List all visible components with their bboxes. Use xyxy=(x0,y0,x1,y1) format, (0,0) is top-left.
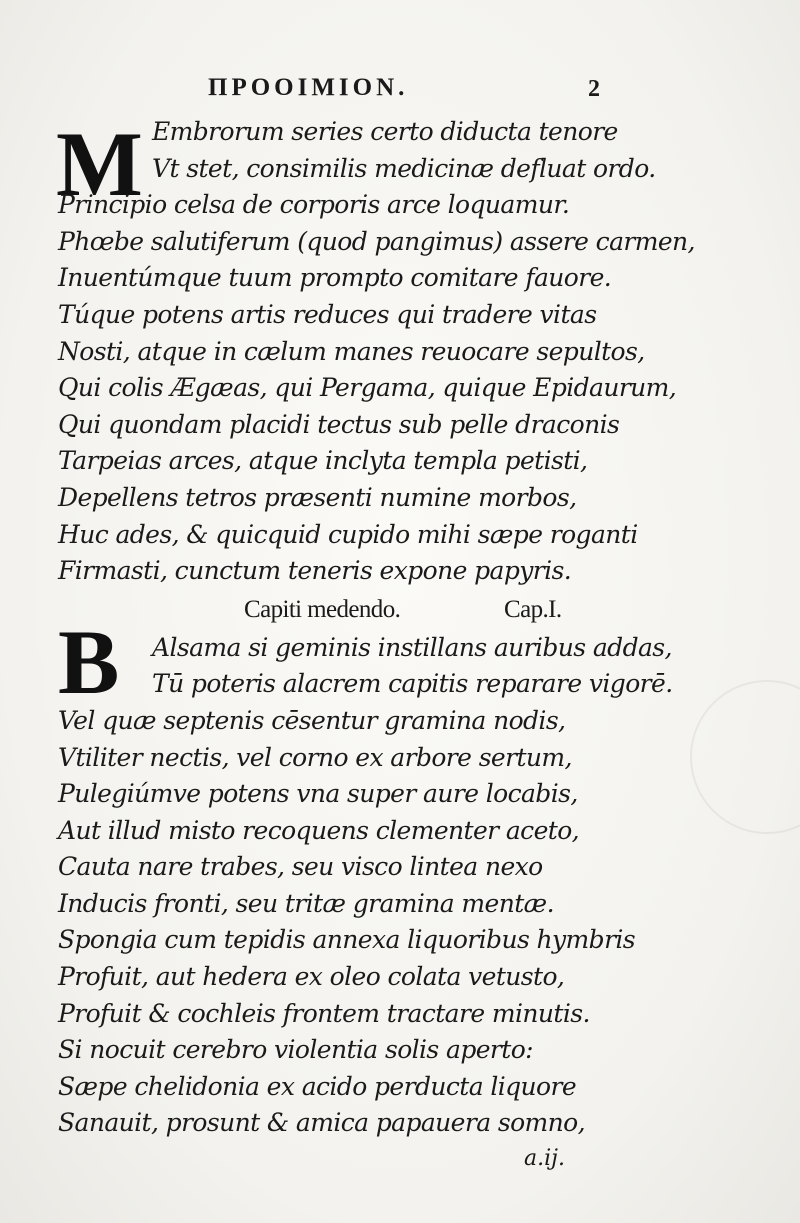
verse-line: Firmasti, cunctum teneris expone papyris. xyxy=(58,556,572,586)
drop-cap-m: M xyxy=(56,113,143,215)
verse-line: Huc ades, & quicquid cupido mihi sæpe roganti xyxy=(58,519,638,549)
verse-line: Si nocuit cerebro violentia solis aperto: xyxy=(58,1035,533,1065)
chapter-label: Cap.I. xyxy=(504,595,562,623)
verse-line: Vel quæ septenis cēsentur gramina nodis, xyxy=(58,705,566,735)
section-title: Capiti medendo. xyxy=(244,595,401,623)
verse-line: Cauta nare trabes, seu visco lintea nexo xyxy=(58,852,543,882)
verse-line: Profuit, aut hedera ex oleo colata vetusto, xyxy=(58,962,565,992)
verse-line: Embrorum series certo diducta tenore xyxy=(152,117,618,146)
verse-line: Spongia cum tepidis annexa liquoribus hymbris xyxy=(58,925,636,955)
verse-line: Depellens tetros præsenti numine morbos, xyxy=(58,482,577,512)
verse-line: Tarpeias arces, atque inclyta templa petisti, xyxy=(58,446,588,476)
page-number: 2 xyxy=(588,76,600,102)
signature-mark: a.ij. xyxy=(524,1146,565,1171)
section-heading xyxy=(58,590,638,630)
verse-line: Tū poteris alacrem capitis reparare vigorē. xyxy=(152,669,673,699)
running-head: ΠΡΟΟΙΜΙΟΝ. xyxy=(208,74,409,101)
verse-line: Inducis fronti, seu tritæ gramina mentæ. xyxy=(58,888,554,918)
verse-line: Phœbe salutiferum (quod pangimus) assere carmen, xyxy=(58,226,695,256)
verse-text xyxy=(58,114,695,1142)
paper-stain xyxy=(690,680,800,834)
verse-line: Profuit & cochleis frontem tractare minutis. xyxy=(58,998,590,1028)
verse-line: Túque potens artis reduces qui tradere vitas xyxy=(58,299,597,329)
verse-line: Principio celsa de corporis arce loquamur. xyxy=(58,190,570,220)
verse-line: Aut illud misto recoquens clementer aceto, xyxy=(58,815,580,845)
page-header xyxy=(0,74,800,104)
verse-line: Vt stet, consimilis medicinæ defluat ordo. xyxy=(152,153,656,183)
verse-line: Inuentúmque tuum prompto comitare fauore. xyxy=(58,263,612,293)
verse-line: Pulegiúmve potens vna super aure locabis, xyxy=(58,779,578,809)
verse-line: Sanauit, prosunt & amica papauera somno, xyxy=(58,1108,585,1138)
verse-line: Vtiliter nectis, vel corno ex arbore sertum, xyxy=(58,742,572,772)
verse-line: Alsama si geminis instillans auribus addas, xyxy=(152,632,672,662)
verse-line: Qui quondam placidi tectus sub pelle draconis xyxy=(58,409,620,439)
drop-cap-b: B xyxy=(58,611,120,713)
verse-line: Qui colis Ægæas, qui Pergama, quique Epidaurum, xyxy=(58,373,677,403)
verse-line: Nosti, atque in cælum manes reuocare sepultos, xyxy=(58,336,645,366)
verse-line: Sæpe chelidonia ex acido perducta liquore xyxy=(58,1071,577,1101)
